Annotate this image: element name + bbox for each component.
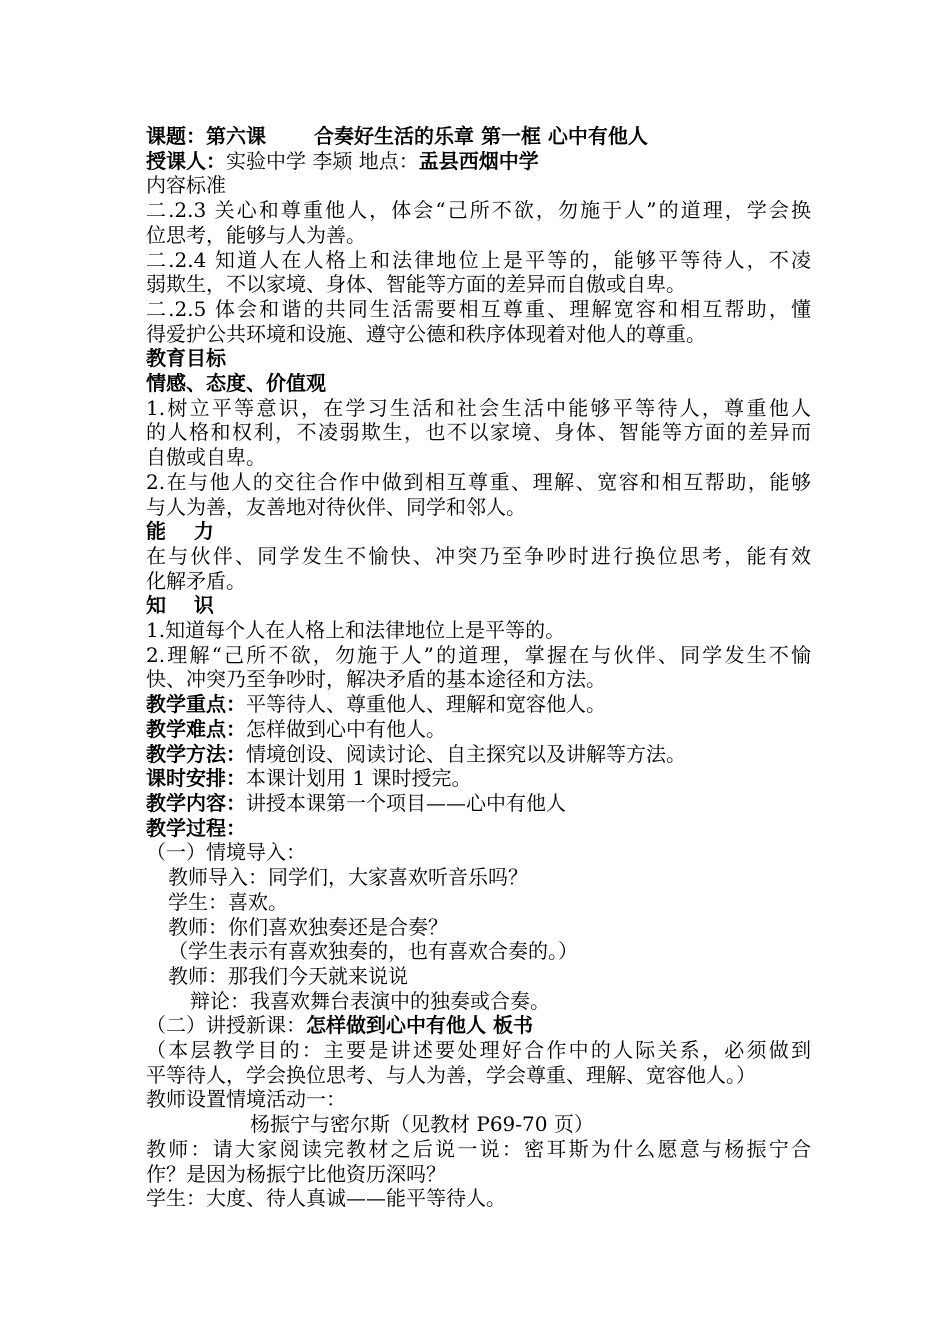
standards-line: 二.2.4 知道人在人格上和法律地位上是平等的，能够平等待人，不凌 xyxy=(146,247,811,272)
standards-line: 位思考，能够与人为善。 xyxy=(146,222,366,247)
standards-line: 二.2.3 关心和尊重他人，体会“己所不欲，勿施于人”的道理，学会换 xyxy=(146,198,811,223)
activity-title: 杨振宁与密尔斯（见教材 P69-70 页） xyxy=(250,1112,594,1137)
key-point-value: 平等待人、尊重他人、理解和宽容他人。 xyxy=(246,692,606,717)
method-line xyxy=(146,742,811,767)
emotion-line: 2.在与他人的交往合作中做到相互尊重、理解、宽容和相互帮助，能够 xyxy=(146,469,811,494)
method-value: 情境创设、阅读讨论、自主探究以及讲解等方法。 xyxy=(246,741,686,766)
question-line: 教师：请大家阅读完教材之后说一说：密耳斯为什么愿意与杨振宁合 xyxy=(146,1136,811,1161)
dialogue-line: 教师导入：同学们，大家喜欢听音乐吗？ xyxy=(168,865,528,890)
schedule-value: 本课计划用 1 课时授完。 xyxy=(246,766,472,791)
standards-line: 二.2.5 体会和谐的共同生活需要相互尊重、理解宽容和相互帮助，懂 xyxy=(146,296,811,321)
key-point-label: 教学重点： xyxy=(146,692,246,717)
method-label: 教学方法： xyxy=(146,741,246,766)
emotion-line: 的人格和权利，不凌弱欺生，也不以家境、身体、智能等方面的差异而 xyxy=(146,420,811,445)
answer-line: 学生：大度、待人真诚——能平等待人。 xyxy=(146,1186,506,1211)
knowledge-line: 1.知道每个人在人格上和法律地位上是平等的。 xyxy=(146,618,566,643)
lesson-title: 合奏好生活的乐章 第一框 心中有他人 xyxy=(314,124,648,148)
ability-heading: 能 力 xyxy=(146,519,214,544)
part2-prefix: （二）讲授新课： xyxy=(146,1013,306,1038)
part2-title: 怎样做到心中有他人 板书 xyxy=(306,1013,533,1038)
emotion-heading: 情感、态度、价值观 xyxy=(146,371,326,396)
goals-heading: 教育目标 xyxy=(146,346,226,371)
content-label: 教学内容： xyxy=(146,790,246,815)
lesson-plan-document xyxy=(146,124,811,1211)
emotion-line: 自傲或自卑。 xyxy=(146,445,266,470)
process-heading: 教学过程： xyxy=(146,815,246,840)
schedule-label: 课时安排： xyxy=(146,766,246,791)
activity-line: 教师设置情境活动一： xyxy=(146,1087,346,1112)
part1-heading: （一）情境导入： xyxy=(146,840,306,865)
teacher-line xyxy=(146,149,811,174)
standards-line: 得爱护公共环境和设施、遵守公德和秩序体现着对他人的尊重。 xyxy=(146,321,706,346)
lesson-title-line xyxy=(146,124,811,149)
teacher-label: 授课人： xyxy=(146,148,226,173)
question-line: 作？是因为杨振宁比他资历深吗？ xyxy=(146,1161,446,1186)
emotion-line: 与人为善，友善地对待伙伴、同学和邻人。 xyxy=(146,494,526,519)
ability-line: 化解矛盾。 xyxy=(146,568,246,593)
teacher-value: 实验中学 李颎 地点： xyxy=(226,148,419,173)
purpose-line: （本层教学目的：主要是讲述要处理好合作中的人际关系，必须做到 xyxy=(146,1038,811,1063)
content-value: 讲授本课第一个项目——心中有他人 xyxy=(246,790,566,815)
location-value: 盂县西烟中学 xyxy=(418,148,539,173)
knowledge-line: 2.理解“己所不欲，勿施于人”的道理，掌握在与伙伴、同学发生不愉 xyxy=(146,642,811,667)
standards-heading: 内容标准 xyxy=(146,173,226,198)
key-point-line xyxy=(146,692,811,717)
standards-line: 弱欺生，不以家境、身体、智能等方面的差异而自傲或自卑。 xyxy=(146,272,686,297)
student-note: （学生表示有喜欢独奏的，也有喜欢合奏的。） xyxy=(168,939,578,964)
purpose-line: 平等待人，学会换位思考、与人为善，学会尊重、理解、宽容他人。） xyxy=(146,1062,756,1087)
debate-line: 辩论：我喜欢舞台表演中的独奏或合奏。 xyxy=(190,988,550,1013)
schedule-line xyxy=(146,766,811,791)
lesson-title-label: 课题：第六课 xyxy=(146,124,266,148)
knowledge-line: 快、冲突乃至争吵时，解决矛盾的基本途径和方法。 xyxy=(146,667,606,692)
dialogue-line: 教师：你们喜欢独奏还是合奏？ xyxy=(168,914,448,939)
dialogue-line: 学生：喜欢。 xyxy=(168,889,288,914)
teacher-line-2: 教师：那我们今天就来说说 xyxy=(168,963,408,988)
difficulty-line xyxy=(146,717,811,742)
part2-heading xyxy=(146,1013,811,1038)
knowledge-heading: 知 识 xyxy=(146,593,214,618)
emotion-line: 1.树立平等意识，在学习生活和社会生活中能够平等待人，尊重他人 xyxy=(146,395,811,420)
ability-line: 在与伙伴、同学发生不愉快、冲突乃至争吵时进行换位思考，能有效 xyxy=(146,543,811,568)
difficulty-value: 怎样做到心中有他人。 xyxy=(246,716,446,741)
content-line xyxy=(146,791,811,816)
difficulty-label: 教学难点： xyxy=(146,716,246,741)
